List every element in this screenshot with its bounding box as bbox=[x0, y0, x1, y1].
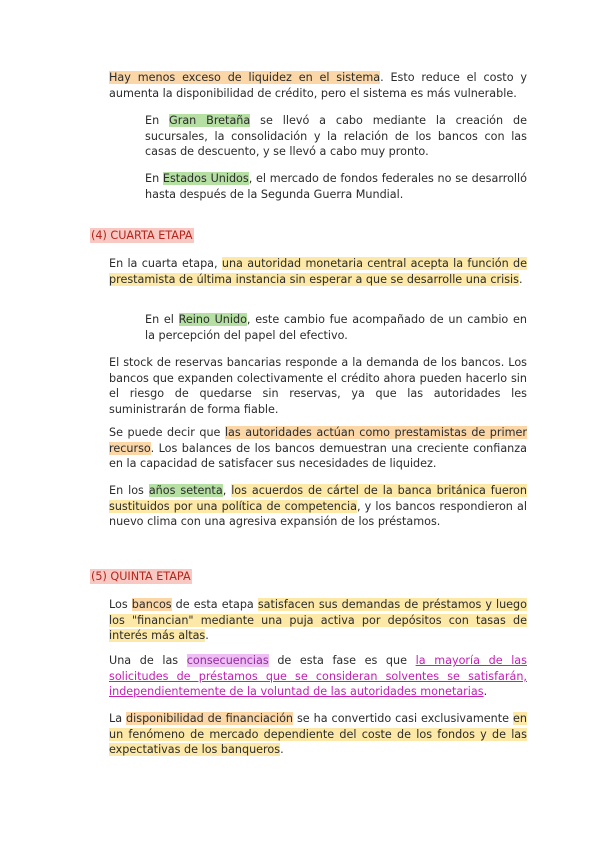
paragraph-lenders bbox=[109, 425, 527, 472]
underlined-solvent-loans: la mayoría de las solicitudes de préstamos que se consideran solventes se satisfarán, independientemente de la voluntad de las autoridades monetarias bbox=[109, 654, 527, 699]
heading-quinta-etapa bbox=[90, 569, 192, 585]
paragraph-consequences bbox=[109, 653, 527, 700]
paragraph-financing bbox=[109, 711, 527, 758]
highlight-united-kingdom: Reino Unido bbox=[178, 313, 247, 326]
paragraph-united-kingdom bbox=[145, 312, 527, 343]
highlight-united-states: Estados Unidos bbox=[162, 172, 249, 185]
paragraph-text: , y los bancos respondieron al nuevo clima con una agresiva expansión de los préstamos. bbox=[109, 499, 527, 529]
highlight-financing: disponibilidad de financiación bbox=[126, 712, 294, 725]
paragraph-seventies bbox=[109, 483, 527, 530]
paragraph-fifth-stage bbox=[109, 597, 527, 644]
paragraph-text: de esta etapa bbox=[171, 598, 258, 611]
highlight-great-britain: Gran Bretaña bbox=[169, 114, 251, 127]
paragraph-text: Los bbox=[109, 598, 132, 611]
paragraph-liquidity bbox=[109, 70, 527, 101]
highlight-cartel: los acuerdos de cártel de la banca británica fueron sustituidos por una política de competencia bbox=[109, 484, 527, 513]
paragraph-text: En la cuarta etapa, bbox=[109, 257, 222, 270]
highlight-banks: bancos bbox=[131, 598, 172, 611]
paragraph-text: . Esto reduce el costo y aumenta la disponibilidad de crédito, pero el sistema es más vulnerable. bbox=[109, 71, 527, 100]
highlight-first-resort: las autoridades actúan como prestamistas de primer recurso bbox=[109, 426, 527, 455]
paragraph-united-states bbox=[145, 171, 527, 202]
paragraph-text: , este cambio fue acompañado de un cambio en la percepción del papel del efectivo. bbox=[145, 313, 527, 342]
heading-text: (4) CUARTA ETAPA bbox=[91, 229, 193, 242]
paragraph-text: En bbox=[145, 172, 163, 185]
paragraph-text: Una de las bbox=[109, 654, 187, 667]
paragraph-text: La bbox=[109, 712, 127, 725]
highlight-loan-demands: satisfacen sus demandas de préstamos y luego los "financian" mediante una puja activa por depósitos con tasas de interés más altas bbox=[109, 598, 528, 643]
paragraph-reserves: El stock de reservas bancarias responde a la demanda de los bancos. Los bancos que expanden colectivamente el crédito ahora pueden hacerlo sin el riesgo de quedarse sin reservas, ya que las autoridades les suministrarán de forma fiable. bbox=[109, 356, 527, 416]
paragraph-text: se llevó a cabo mediante la creación de sucursales, la consolidación y la relación de los bancos con las casas de descuento, y se llevó a cabo muy pronto. bbox=[145, 114, 527, 159]
paragraph-text: . bbox=[518, 272, 523, 286]
paragraph-fourth-stage bbox=[109, 256, 527, 287]
paragraph-text: . bbox=[205, 629, 209, 643]
highlight-central-authority: una autoridad monetaria central acepta la función de prestamista de última instancia sin esperar a que se desarrolle una crisis bbox=[109, 257, 527, 286]
paragraph-text: . bbox=[280, 743, 284, 757]
paragraph-text: se ha convertido casi exclusivamente bbox=[293, 712, 513, 725]
highlight-market-phenomenon: en un fenómeno de mercado dependiente del coste de los fondos y de las expectativas de los banqueros bbox=[109, 712, 527, 757]
paragraph-text: de esta fase es que bbox=[268, 654, 416, 667]
paragraph-text: En los bbox=[109, 484, 149, 497]
highlight-liquidity: Hay menos exceso de liquidez en el sistema bbox=[109, 71, 381, 84]
paragraph-text: , bbox=[222, 484, 232, 497]
heading-cuarta-etapa bbox=[90, 228, 194, 244]
paragraph-text: . Los balances de los bancos demuestran una creciente confianza en la capacidad de satisfacer sus necesidades de liquidez. bbox=[109, 441, 527, 471]
paragraph-text: , el mercado de fondos federales no se desarrolló hasta después de la Segunda Guerra Mundial. bbox=[145, 172, 527, 201]
paragraph-text: Se puede decir que bbox=[109, 426, 225, 439]
highlight-seventies: años setenta bbox=[148, 484, 223, 497]
paragraph-text: . bbox=[483, 685, 488, 699]
paragraph-text: En el bbox=[145, 313, 179, 326]
heading-text: (5) QUINTA ETAPA bbox=[91, 570, 191, 583]
paragraph-great-britain: En Gran Bretaña se llevó a cabo mediante la creación de sucursales, la consolidación y la relación de los bancos con las casas de descuento, y se llevó a cabo muy pronto. bbox=[145, 114, 527, 159]
highlight-consequences: consecuencias bbox=[186, 654, 269, 667]
